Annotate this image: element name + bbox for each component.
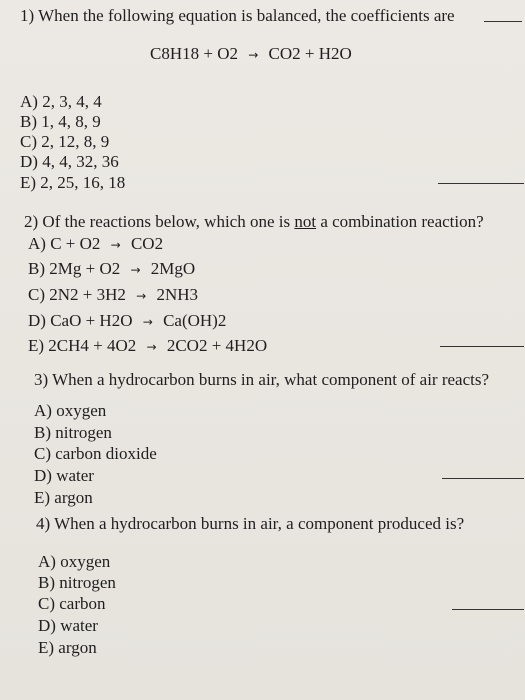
q1-choice-a: A) 2, 3, 4, 4: [20, 92, 102, 111]
q3-choice-d: D) water: [34, 466, 94, 485]
answer-blank-3[interactable]: [442, 478, 524, 479]
q2-choice-d: [28, 311, 226, 332]
q3-choice-c: C) carbon dioxide: [34, 444, 157, 463]
q2-prompt-post: a combination reaction?: [316, 212, 484, 231]
q2-choice-c-product: 2NH3: [156, 285, 199, 304]
answer-blank-1[interactable]: [484, 21, 522, 22]
question-4-prompt: 4) When a hydrocarbon burns in air, a component produced is?: [36, 514, 465, 533]
q2-choice-a-label: A) C + O2: [28, 234, 101, 253]
q1-choice-e: E) 2, 25, 16, 18: [20, 173, 126, 192]
q2-choice-d-product: Ca(OH)2: [163, 311, 227, 330]
reaction-arrow-icon: →: [248, 48, 259, 62]
q2-choice-e-product: 2CO2 + 4H2O: [166, 336, 268, 355]
q1-choice-b: B) 1, 4, 8, 9: [20, 112, 101, 131]
q3-choice-e: E) argon: [34, 488, 93, 507]
q2-choice-b-label: B) 2Mg + O2: [28, 259, 121, 278]
q1-choice-d: D) 4, 4, 32, 36: [20, 152, 119, 171]
q3-choice-b: B) nitrogen: [34, 423, 112, 442]
question-1-prompt: 1) When the following equation is balanced, the coefficients are: [20, 6, 455, 25]
question-3-prompt: 3) When a hydrocarbon burns in air, what component of air reacts?: [34, 370, 490, 389]
equation-rhs: CO2 + H2O: [268, 44, 352, 63]
answer-blank-2[interactable]: [440, 346, 524, 347]
q2-choice-e: [28, 336, 267, 357]
q2-choice-e-label: E) 2CH4 + 4O2: [28, 336, 137, 355]
q2-choice-a: [28, 234, 163, 255]
answer-blank-4[interactable]: [452, 609, 524, 610]
question-2-prompt: [24, 212, 484, 232]
q3-choice-a: A) oxygen: [34, 401, 107, 420]
question-1-equation: [150, 44, 352, 65]
q4-choice-e: E) argon: [38, 638, 97, 657]
q4-choice-a: A) oxygen: [38, 552, 111, 571]
q4-choice-c: C) carbon: [38, 594, 106, 613]
q1-choice-c: C) 2, 12, 8, 9: [20, 132, 110, 151]
q4-choice-b: B) nitrogen: [38, 573, 116, 592]
reaction-arrow-icon: →: [110, 238, 121, 252]
reaction-arrow-icon: →: [146, 340, 157, 354]
q2-prompt-emph: not: [294, 212, 317, 231]
reaction-arrow-icon: →: [142, 315, 153, 329]
reaction-arrow-icon: →: [130, 263, 141, 277]
reaction-arrow-icon: →: [136, 289, 147, 303]
q2-choice-c-label: C) 2N2 + 3H2: [28, 285, 126, 304]
q2-choice-d-label: D) CaO + H2O: [28, 311, 133, 330]
equation-lhs: C8H18 + O2: [150, 44, 238, 63]
q2-choice-c: [28, 285, 198, 306]
answer-blank-1b[interactable]: [438, 183, 524, 184]
q2-choice-a-product: CO2: [130, 234, 164, 253]
q2-choice-b: [28, 259, 195, 280]
q2-choice-b-product: 2MgO: [150, 259, 196, 278]
q4-choice-d: D) water: [38, 616, 98, 635]
q2-prompt-pre: 2) Of the reactions below, which one is: [24, 212, 295, 231]
